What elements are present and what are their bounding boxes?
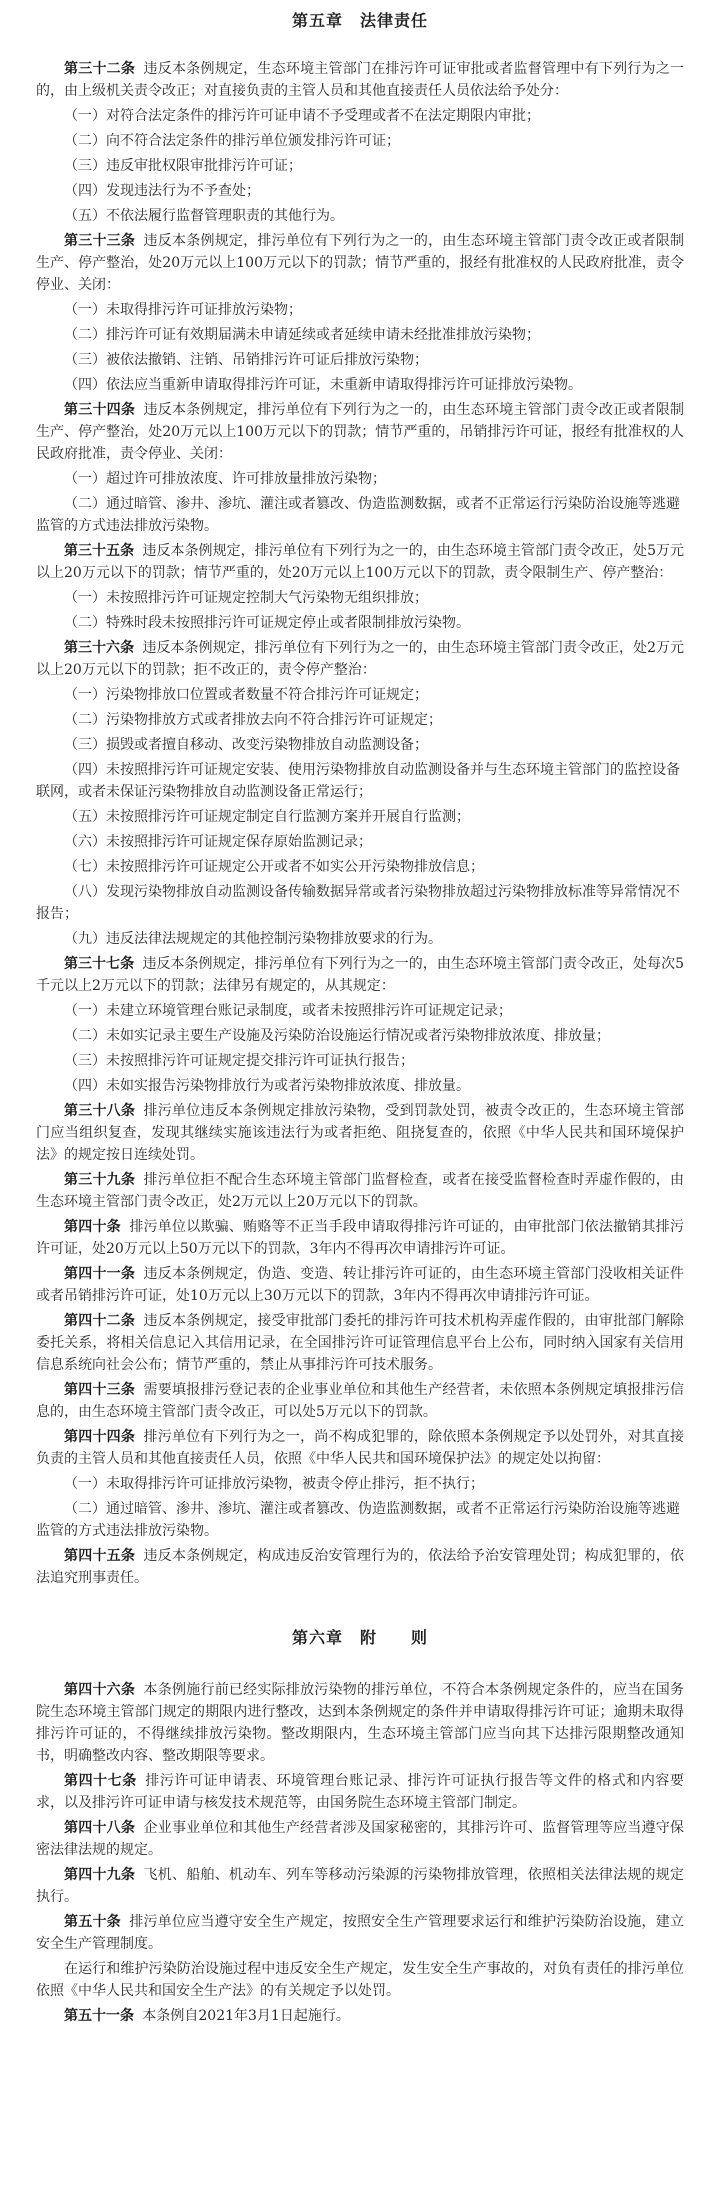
article-label: 第四十九条 — [64, 1867, 136, 1883]
article-text: 违反本条例规定，排污单位有下列行为之一的，由生态环境主管部门责令改正，处每次5千元以上2万元以下的罚款；法律另有规定的，从其规定： — [36, 956, 685, 994]
article-text: 违反本条例规定，排污单位有下列行为之一的，由生态环境主管部门责令改正或者限制生产、停产整治，处20万元以上100万元以下的罚款；情节严重的，吊销排污许可证，报经有批准权的人民政府批准，责令停业、关闭： — [36, 402, 685, 462]
article-40 — [36, 1216, 684, 1260]
article-text: 排污单位拒不配合生态环境主管部门监督检查，或者在接受监督检查时弄虚作假的，由生态环境主管部门责令改正，处2万元以上20万元以下的罚款。 — [36, 1172, 685, 1210]
article-38 — [36, 1100, 684, 1166]
list-item: （二）未如实记录主要生产设施及污染防治设施运行情况或者污染物排放浓度、排放量； — [64, 1028, 610, 1044]
list-item: （四）依法应当重新申请取得排污许可证，未重新申请取得排污许可证排放污染物。 — [64, 377, 582, 393]
list-item: （一）未取得排污许可证排放污染物，被责令停止排污，拒不执行； — [64, 1476, 484, 1492]
list-item: （一）未建立环境管理台账记录制度，或者未按照排污许可证规定记录； — [64, 1003, 512, 1019]
article-32 — [36, 58, 684, 102]
article-text: 排污许可证申请表、环境管理台账记录、排污许可证执行报告等文件的格式和内容要求，以及排污许可证申请与核发技术规范等，由国务院生态环境主管部门制定。 — [36, 1773, 685, 1811]
article-49 — [36, 1864, 684, 1908]
article-50 — [36, 1911, 684, 1955]
list-item: （二）向不符合法定条件的排污单位颁发排污许可证； — [64, 133, 400, 149]
list-item: （二）通过暗管、渗井、渗坑、灌注或者篡改、伪造监测数据，或者不正常运行污染防治设施等逃避监管的方式违法排放污染物。 — [36, 496, 680, 534]
list-item: （四）未按照排污许可证规定安装、使用污染物排放自动监测设备并与生态环境主管部门的监控设备联网，或者未保证污染物排放自动监测设备正常运行； — [36, 762, 680, 800]
list-item: （六）未按照排污许可证规定保存原始监测记录； — [64, 834, 372, 850]
article-label: 第四十五条 — [64, 1548, 136, 1564]
article-33 — [36, 230, 684, 296]
list-item: （二）特殊时段未按照排污许可证规定停止或者限制排放污染物。 — [64, 615, 470, 631]
article-label: 第三十五条 — [64, 543, 135, 559]
article-label: 第四十六条 — [64, 1682, 136, 1698]
article-text: 本条例施行前已经实际排放污染物的排污单位，不符合本条例规定条件的，应当在国务院生态环境主管部门规定的期限内进行整改，达到本条例规定的条件并申请取得排污许可证；逾期未取得排污许可证的，不得继续排放污染物。整改期限内，生态环境主管部门应当向其下达排污限期整改通知书，明确整改内容、整改期限等要求。 — [36, 1682, 685, 1764]
article-text: 需要填报排污登记表的企业事业单位和其他生产经营者，未依照本条例规定填报排污信息的，由生态环境主管部门责令改正，可以处5万元以下的罚款。 — [36, 1382, 685, 1420]
article-label: 第五十条 — [64, 1914, 121, 1930]
article-34 — [36, 399, 684, 465]
article-35 — [36, 540, 684, 584]
list-item: （一）污染物排放口位置或者数量不符合排污许可证规定； — [64, 687, 428, 703]
list-item: （二）排污许可证有效期届满未申请延续或者延续申请未经批准排放污染物； — [64, 327, 540, 343]
article-text: 违反本条例规定，接受审批部门委托的排污许可技术机构弄虚作假的，由审批部门解除委托关系，将相关信息记入其信用记录，在全国排污许可证管理信息平台上公布，同时纳入国家有关信用信息系统向社会公布；情节严重的，禁止从事排污许可技术服务。 — [36, 1313, 685, 1373]
article-51 — [36, 2005, 684, 2027]
list-item: （七）未按照排污许可证规定公开或者不如实公开污染物排放信息； — [64, 859, 484, 875]
article-label: 第四十七条 — [64, 1773, 137, 1789]
article-46 — [36, 1679, 684, 1767]
list-item: （五）不依法履行监督管理职责的其他行为。 — [64, 208, 344, 224]
article-text: 排污单位应当遵守安全生产规定，按照安全生产管理要求运行和维护污染防治设施，建立安全生产管理制度。 — [36, 1914, 685, 1952]
article-45 — [36, 1545, 684, 1589]
article-39 — [36, 1169, 684, 1213]
list-item: （五）未按照排污许可证规定制定自行监测方案并开展自行监测； — [64, 809, 470, 825]
article-text: 违反本条例规定，排污单位有下列行为之一的，由生态环境主管部门责令改正，处2万元以上20万元以下的罚款；拒不改正的，责令停产整治： — [36, 640, 685, 678]
article-42 — [36, 1310, 684, 1376]
article-41 — [36, 1263, 684, 1307]
article-label: 第四十四条 — [64, 1429, 136, 1445]
article-label: 第三十八条 — [64, 1103, 136, 1119]
article-text: 本条例自2021年3月1日起施行。 — [142, 2008, 350, 2024]
article-text: 违反本条例规定，排污单位有下列行为之一的，由生态环境主管部门责令改正或者限制生产、停产整治，处20万元以上100万元以下的罚款；情节严重的，报经有批准权的人民政府批准，责令停业、关闭： — [36, 233, 685, 293]
article-50-extra: 在运行和维护污染防治设施过程中违反安全生产规定，发生安全生产事故的，对负有责任的排污单位依照《中华人民共和国安全生产法》的有关规定予以处罚。 — [36, 1961, 684, 1999]
chapter-5-title: 第五章 法律责任 — [291, 11, 428, 30]
article-label: 第三十二条 — [64, 61, 136, 77]
article-label: 第三十三条 — [64, 233, 136, 249]
list-item: （一）对符合法定条件的排污许可证申请不予受理或者不在法定期限内审批； — [64, 108, 540, 124]
list-item: （一）未取得排污许可证排放污染物； — [64, 302, 302, 318]
article-text: 违反本条例规定，排污单位有下列行为之一的，由生态环境主管部门责令改正，处5万元以上20万元以下的罚款；情节严重的，处20万元以上100万元以下的罚款，责令限制生产、停产整治： — [36, 543, 685, 581]
article-47 — [36, 1770, 684, 1814]
article-label: 第三十九条 — [64, 1172, 136, 1188]
article-text: 违反本条例规定，构成违反治安管理行为的，依法给予治安管理处罚；构成犯罪的，依法追究刑事责任。 — [36, 1548, 685, 1586]
article-label: 第三十六条 — [64, 640, 135, 656]
article-text: 排污单位有下列行为之一，尚不构成犯罪的，除依照本条例规定予以处罚外，对其直接负责的主管人员和其他直接责任人员，依照《中华人民共和国环境保护法》的规定处以拘留： — [36, 1429, 685, 1467]
article-text: 企业事业单位和其他生产经营者涉及国家秘密的，其排污许可、监督管理等应当遵守保密法律法规的规定。 — [36, 1820, 685, 1858]
article-text: 排污单位违反本条例规定排放污染物，受到罚款处罚，被责令改正的，生态环境主管部门应当组织复查，发现其继续实施该违法行为或者拒绝、阻挠复查的，依照《中华人民共和国环境保护法》的规定按日连续处罚。 — [36, 1103, 685, 1163]
article-43 — [36, 1379, 684, 1423]
list-item: （二）污染物排放方式或者排放去向不符合排污许可证规定； — [64, 712, 442, 728]
article-44 — [36, 1426, 684, 1470]
article-label: 第四十一条 — [64, 1266, 136, 1282]
article-48 — [36, 1817, 684, 1861]
list-item: （八）发现污染物排放自动监测设备传输数据异常或者污染物排放超过污染物排放标准等异常情况不报告； — [36, 884, 680, 922]
article-label: 第四十三条 — [64, 1382, 136, 1398]
article-label: 第三十七条 — [64, 956, 135, 972]
list-item: （四）发现违法行为不予查处； — [64, 183, 260, 199]
chapter-6-title: 第六章 附 则 — [291, 1628, 428, 1647]
article-text: 排污单位以欺骗、贿赂等不正当手段申请取得排污许可证的，由审批部门依法撤销其排污许可证，处20万元以上50万元以下的罚款，3年内不得再次申请排污许可证。 — [36, 1219, 685, 1257]
list-item: （一）超过许可排放浓度、许可排放量排放污染物； — [64, 471, 386, 487]
article-text: 违反本条例规定，生态环境主管部门在排污许可证审批或者监督管理中有下列行为之一的，由上级机关责令改正；对直接负责的主管人员和其他直接责任人员依法给予处分： — [36, 61, 685, 99]
list-item: （三）被依法撤销、注销、吊销排污许可证后排放污染物； — [64, 352, 428, 368]
list-item: （一）未按照排污许可证规定控制大气污染物无组织排放； — [64, 590, 428, 606]
list-item: （三）违反审批权限审批排污许可证； — [64, 158, 302, 174]
article-37 — [36, 953, 684, 997]
article-36 — [36, 637, 684, 681]
article-label: 第三十四条 — [64, 402, 136, 418]
list-item: （四）未如实报告污染物排放行为或者污染物排放浓度、排放量。 — [64, 1078, 470, 1094]
article-label: 第四十八条 — [64, 1820, 136, 1836]
article-label: 第四十条 — [64, 1219, 121, 1235]
list-item: （二）通过暗管、渗井、渗坑、灌注或者篡改、伪造监测数据，或者不正常运行污染防治设施等逃避监管的方式违法排放污染物。 — [36, 1501, 680, 1539]
article-text: 违反本条例规定，伪造、变造、转让排污许可证的，由生态环境主管部门没收相关证件或者吊销排污许可证，处10万元以上30万元以下的罚款，3年内不得再次申请排污许可证。 — [36, 1266, 685, 1304]
list-item: （九）违反法律法规规定的其他控制污染物排放要求的行为。 — [64, 931, 442, 947]
list-item: （三）损毁或者擅自移动、改变污染物排放自动监测设备； — [64, 737, 428, 753]
list-item: （三）未按照排污许可证规定提交排污许可证执行报告； — [64, 1053, 414, 1069]
article-label: 第五十一条 — [64, 2008, 134, 2024]
article-text: 飞机、船舶、机动车、列车等移动污染源的污染物排放管理，依照相关法律法规的规定执行。 — [36, 1867, 685, 1905]
article-label: 第四十二条 — [64, 1313, 136, 1329]
